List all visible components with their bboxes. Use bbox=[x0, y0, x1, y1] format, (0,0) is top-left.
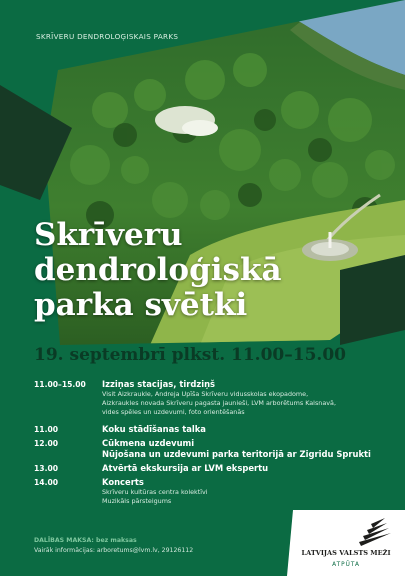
event-date: 19. septembrī plkst. 11.00–15.00 bbox=[34, 345, 346, 365]
schedule-time: 12.00 bbox=[34, 438, 59, 448]
schedule-time: 13.00 bbox=[34, 463, 59, 473]
schedule-row bbox=[34, 424, 379, 435]
logo-subtitle: ATPŪTA bbox=[332, 562, 360, 568]
schedule-time: 11.00 bbox=[34, 424, 59, 434]
schedule-detail: Skrīveru kultūras centra kolektīvi bbox=[102, 487, 208, 496]
schedule-body bbox=[102, 463, 379, 474]
schedule-body bbox=[102, 379, 379, 418]
schedule-body bbox=[102, 438, 379, 449]
schedule-time: 11.00–15.00 bbox=[34, 380, 86, 389]
contact-info: Vairāk informācijas: arboretums@lvm.lv, 29126112 bbox=[34, 547, 194, 554]
event-title bbox=[34, 218, 282, 323]
schedule-row bbox=[34, 379, 379, 418]
schedule-detail: Muzikāls pārsteigums bbox=[102, 496, 172, 505]
schedule-body bbox=[102, 449, 379, 460]
schedule-title: Cūkmena uzdevumi bbox=[102, 437, 195, 448]
title-line-2: dendroloģiskā bbox=[34, 252, 282, 288]
schedule-detail: Visit Aizkraukle, Andreja Upīša Skrīveru vidusskolas ekopadome, bbox=[102, 390, 309, 398]
schedule-title: Atvērtā ekskursija ar LVM ekspertu bbox=[102, 462, 269, 473]
title-line-3: parka svētki bbox=[34, 287, 248, 323]
participation-fee: DALĪBAS MAKSA: bez maksas bbox=[34, 537, 137, 544]
schedule-body bbox=[102, 424, 379, 435]
schedule-title: Nūjošana un uzdevumi parka teritorijā ar Zigridu Sprukti bbox=[102, 448, 371, 459]
schedule-time: 14.00 bbox=[34, 477, 59, 487]
schedule-title: Koncerts bbox=[102, 476, 144, 487]
schedule-row bbox=[34, 438, 379, 449]
organization-header: SKRĪVERU DENDROLOĢISKAIS PARKS bbox=[36, 32, 179, 41]
schedule-list bbox=[34, 379, 379, 506]
schedule-detail: Aizkraukles novada Skrīveru pagasta jaunieši, LVM arborētums Kalsnavā, bbox=[102, 399, 336, 408]
footer-info bbox=[34, 536, 193, 556]
schedule-detail: vides spēles un uzdevumi, foto orientēšanās bbox=[102, 408, 245, 417]
title-line-1: Skrīveru bbox=[34, 217, 183, 253]
schedule-row bbox=[34, 463, 379, 474]
schedule-title: Izziņas stacijas, tirdziņš bbox=[102, 379, 216, 389]
schedule-row bbox=[34, 449, 379, 460]
schedule-body bbox=[102, 477, 379, 506]
schedule-time bbox=[34, 449, 102, 460]
logo-name: LATVIJAS VALSTS MEŽI bbox=[301, 549, 391, 557]
schedule-row bbox=[34, 477, 379, 506]
lvm-logo bbox=[287, 510, 405, 576]
schedule-title: Koku stādīšanas talka bbox=[102, 423, 206, 434]
